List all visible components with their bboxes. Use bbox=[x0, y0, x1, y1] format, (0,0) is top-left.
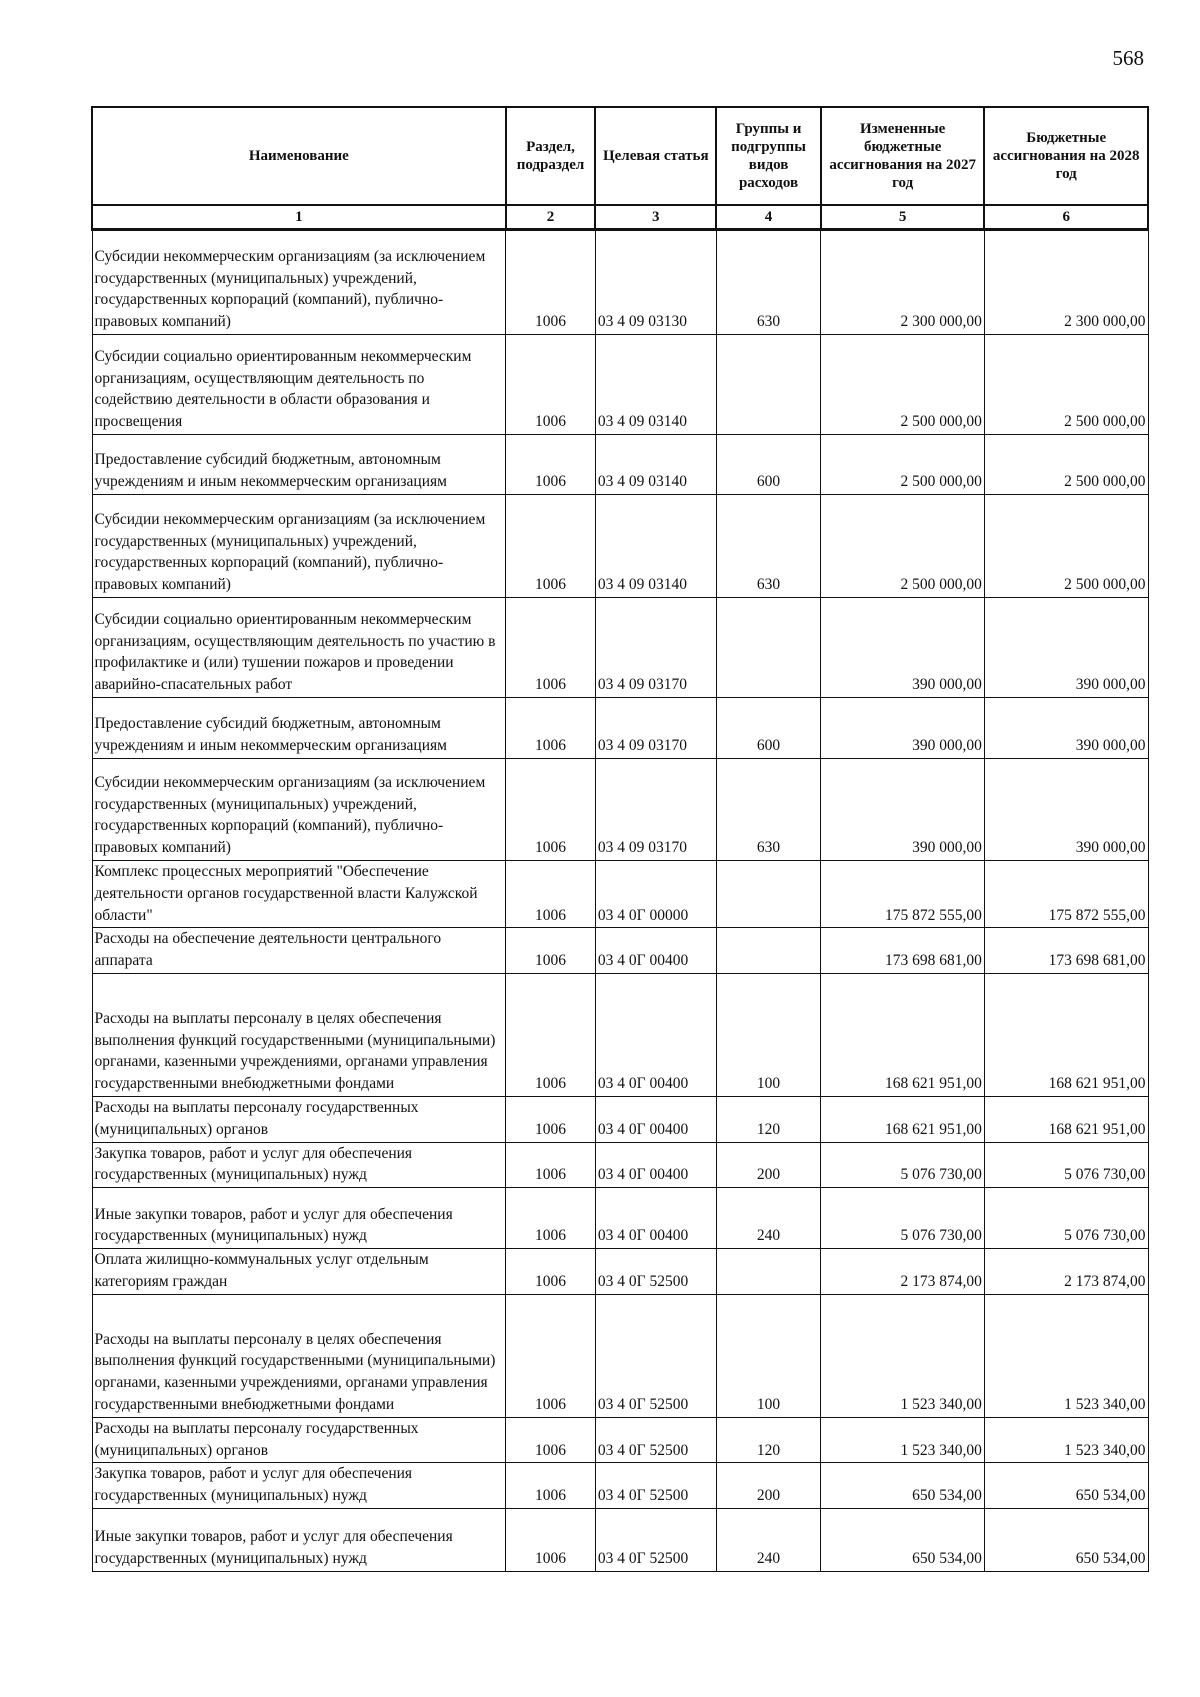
row-amount-2028: 5 076 730,00 bbox=[984, 1188, 1148, 1249]
table-row bbox=[92, 1463, 1148, 1509]
row-expense-group bbox=[716, 928, 821, 974]
column-number-row bbox=[92, 205, 1148, 230]
row-target-item: 03 4 0Г 52500 bbox=[595, 1417, 716, 1463]
row-expense-group bbox=[716, 335, 821, 435]
row-section-code: 1006 bbox=[506, 698, 596, 759]
row-name: Субсидии некоммерческим организациям (за исключением государственных (муниципальных) учреждений, государственных корпораций (компаний), публично-правовых компаний) bbox=[92, 495, 506, 598]
row-amount-2027: 2 500 000,00 bbox=[821, 435, 985, 495]
row-amount-2028: 2 500 000,00 bbox=[984, 495, 1148, 598]
row-amount-2027: 390 000,00 bbox=[821, 698, 985, 759]
row-expense-group: 100 bbox=[716, 973, 821, 1096]
header-expense-group: Группы и подгруппы видов расходов bbox=[716, 107, 821, 205]
row-amount-2027: 390 000,00 bbox=[821, 598, 985, 698]
row-expense-group: 600 bbox=[716, 698, 821, 759]
row-amount-2027: 650 534,00 bbox=[821, 1463, 985, 1509]
table-row bbox=[92, 435, 1148, 495]
column-number: 4 bbox=[716, 205, 821, 230]
row-target-item: 03 4 0Г 00400 bbox=[595, 1096, 716, 1142]
row-amount-2027: 5 076 730,00 bbox=[821, 1142, 985, 1188]
row-expense-group bbox=[716, 598, 821, 698]
table-row bbox=[92, 230, 1148, 335]
row-target-item: 03 4 09 03170 bbox=[595, 698, 716, 759]
table-row bbox=[92, 598, 1148, 698]
row-name: Субсидии социально ориентированным некоммерческим организациям, осуществляющим деятельность по участию в профилактике и (или) тушении пожаров и проведении аварийно-спасательных работ bbox=[92, 598, 506, 698]
row-expense-group: 630 bbox=[716, 759, 821, 861]
row-target-item: 03 4 0Г 00400 bbox=[595, 928, 716, 974]
row-target-item: 03 4 0Г 00000 bbox=[595, 861, 716, 928]
row-target-item: 03 4 0Г 00400 bbox=[595, 1188, 716, 1249]
header-section: Раздел, подраздел bbox=[506, 107, 596, 205]
row-expense-group bbox=[716, 861, 821, 928]
row-section-code: 1006 bbox=[506, 861, 596, 928]
row-expense-group: 600 bbox=[716, 435, 821, 495]
row-expense-group: 240 bbox=[716, 1508, 821, 1571]
row-section-code: 1006 bbox=[506, 230, 596, 335]
table-row bbox=[92, 759, 1148, 861]
row-name: Субсидии некоммерческим организациям (за исключением государственных (муниципальных) учреждений, государственных корпораций (компаний), публично-правовых компаний) bbox=[92, 230, 506, 335]
row-amount-2028: 2 500 000,00 bbox=[984, 335, 1148, 435]
table-row bbox=[92, 1508, 1148, 1571]
row-target-item: 03 4 0Г 52500 bbox=[595, 1294, 716, 1417]
row-amount-2028: 5 076 730,00 bbox=[984, 1142, 1148, 1188]
header-amount-2028: Бюджетные ассигнования на 2028 год bbox=[984, 107, 1148, 205]
row-target-item: 03 4 09 03140 bbox=[595, 335, 716, 435]
row-amount-2028: 1 523 340,00 bbox=[984, 1294, 1148, 1417]
row-section-code: 1006 bbox=[506, 759, 596, 861]
row-amount-2028: 2 500 000,00 bbox=[984, 435, 1148, 495]
row-expense-group: 120 bbox=[716, 1417, 821, 1463]
table-row bbox=[92, 1417, 1148, 1463]
row-expense-group: 200 bbox=[716, 1142, 821, 1188]
row-expense-group: 100 bbox=[716, 1294, 821, 1417]
row-amount-2028: 2 173 874,00 bbox=[984, 1249, 1148, 1295]
row-target-item: 03 4 0Г 52500 bbox=[595, 1463, 716, 1509]
row-section-code: 1006 bbox=[506, 973, 596, 1096]
row-amount-2027: 168 621 951,00 bbox=[821, 1096, 985, 1142]
row-amount-2028: 168 621 951,00 bbox=[984, 1096, 1148, 1142]
table-row bbox=[92, 1188, 1148, 1249]
row-amount-2028: 175 872 555,00 bbox=[984, 861, 1148, 928]
table-row bbox=[92, 861, 1148, 928]
row-expense-group: 200 bbox=[716, 1463, 821, 1509]
header-name: Наименование bbox=[92, 107, 506, 205]
row-section-code: 1006 bbox=[506, 1188, 596, 1249]
table-row bbox=[92, 928, 1148, 974]
row-expense-group bbox=[716, 1249, 821, 1295]
row-amount-2028: 390 000,00 bbox=[984, 698, 1148, 759]
table-row bbox=[92, 698, 1148, 759]
row-section-code: 1006 bbox=[506, 335, 596, 435]
table-row bbox=[92, 495, 1148, 598]
row-name: Закупка товаров, работ и услуг для обеспечения государственных (муниципальных) нужд bbox=[92, 1142, 506, 1188]
row-section-code: 1006 bbox=[506, 1463, 596, 1509]
row-section-code: 1006 bbox=[506, 495, 596, 598]
row-section-code: 1006 bbox=[506, 1417, 596, 1463]
row-amount-2027: 2 500 000,00 bbox=[821, 335, 985, 435]
row-amount-2027: 390 000,00 bbox=[821, 759, 985, 861]
row-section-code: 1006 bbox=[506, 1096, 596, 1142]
row-target-item: 03 4 09 03130 bbox=[595, 230, 716, 335]
row-section-code: 1006 bbox=[506, 1142, 596, 1188]
budget-table bbox=[91, 106, 1149, 1572]
row-amount-2028: 650 534,00 bbox=[984, 1463, 1148, 1509]
row-name: Субсидии социально ориентированным некоммерческим организациям, осуществляющим деятельность по содействию деятельности в области образования и просвещения bbox=[92, 335, 506, 435]
row-amount-2027: 173 698 681,00 bbox=[821, 928, 985, 974]
row-target-item: 03 4 0Г 52500 bbox=[595, 1508, 716, 1571]
row-name: Комплекс процессных мероприятий "Обеспечение деятельности органов государственной власти Калужской области" bbox=[92, 861, 506, 928]
row-name: Предоставление субсидий бюджетным, автономным учреждениям и иным некоммерческим организациям bbox=[92, 435, 506, 495]
row-name: Закупка товаров, работ и услуг для обеспечения государственных (муниципальных) нужд bbox=[92, 1463, 506, 1509]
row-amount-2027: 2 173 874,00 bbox=[821, 1249, 985, 1295]
row-section-code: 1006 bbox=[506, 928, 596, 974]
row-name: Расходы на выплаты персоналу государственных (муниципальных) органов bbox=[92, 1417, 506, 1463]
row-expense-group: 630 bbox=[716, 230, 821, 335]
row-name: Расходы на обеспечение деятельности центрального аппарата bbox=[92, 928, 506, 974]
row-name: Предоставление субсидий бюджетным, автономным учреждениям и иным некоммерческим организациям bbox=[92, 698, 506, 759]
header-row bbox=[92, 107, 1148, 205]
row-amount-2027: 175 872 555,00 bbox=[821, 861, 985, 928]
row-amount-2027: 2 500 000,00 bbox=[821, 495, 985, 598]
column-number: 1 bbox=[92, 205, 506, 230]
column-number: 5 bbox=[821, 205, 985, 230]
row-expense-group: 120 bbox=[716, 1096, 821, 1142]
row-name: Расходы на выплаты персоналу государственных (муниципальных) органов bbox=[92, 1096, 506, 1142]
row-expense-group: 240 bbox=[716, 1188, 821, 1249]
column-number: 3 bbox=[595, 205, 716, 230]
row-target-item: 03 4 09 03140 bbox=[595, 495, 716, 598]
row-amount-2028: 650 534,00 bbox=[984, 1508, 1148, 1571]
row-name: Оплата жилищно-коммунальных услуг отдельным категориям граждан bbox=[92, 1249, 506, 1295]
row-name: Расходы на выплаты персоналу в целях обеспечения выполнения функций государственными (муниципальными) органами, казенными учреждениями, органами управления государственными внебюджетными фондами bbox=[92, 1294, 506, 1417]
table-row bbox=[92, 973, 1148, 1096]
row-expense-group: 630 bbox=[716, 495, 821, 598]
row-amount-2028: 2 300 000,00 bbox=[984, 230, 1148, 335]
row-amount-2027: 1 523 340,00 bbox=[821, 1294, 985, 1417]
row-amount-2027: 1 523 340,00 bbox=[821, 1417, 985, 1463]
row-section-code: 1006 bbox=[506, 1294, 596, 1417]
row-amount-2028: 168 621 951,00 bbox=[984, 973, 1148, 1096]
row-amount-2027: 5 076 730,00 bbox=[821, 1188, 985, 1249]
table-row bbox=[92, 1294, 1148, 1417]
row-target-item: 03 4 09 03170 bbox=[595, 759, 716, 861]
row-name: Иные закупки товаров, работ и услуг для обеспечения государственных (муниципальных) нужд bbox=[92, 1508, 506, 1571]
row-name: Иные закупки товаров, работ и услуг для обеспечения государственных (муниципальных) нужд bbox=[92, 1188, 506, 1249]
column-number: 2 bbox=[506, 205, 596, 230]
row-section-code: 1006 bbox=[506, 598, 596, 698]
row-target-item: 03 4 09 03170 bbox=[595, 598, 716, 698]
table-row bbox=[92, 1142, 1148, 1188]
row-amount-2027: 168 621 951,00 bbox=[821, 973, 985, 1096]
row-amount-2027: 650 534,00 bbox=[821, 1508, 985, 1571]
table-row bbox=[92, 1249, 1148, 1295]
row-target-item: 03 4 0Г 52500 bbox=[595, 1249, 716, 1295]
row-amount-2027: 2 300 000,00 bbox=[821, 230, 985, 335]
header-amount-2027: Измененные бюджетные ассигнования на 2027 год bbox=[821, 107, 985, 205]
row-amount-2028: 390 000,00 bbox=[984, 598, 1148, 698]
row-target-item: 03 4 0Г 00400 bbox=[595, 973, 716, 1096]
row-target-item: 03 4 0Г 00400 bbox=[595, 1142, 716, 1188]
table-row bbox=[92, 335, 1148, 435]
row-section-code: 1006 bbox=[506, 1249, 596, 1295]
row-target-item: 03 4 09 03140 bbox=[595, 435, 716, 495]
header-target-item: Целевая статья bbox=[595, 107, 716, 205]
row-amount-2028: 1 523 340,00 bbox=[984, 1417, 1148, 1463]
page-number: 568 bbox=[1112, 46, 1144, 70]
column-number: 6 bbox=[984, 205, 1148, 230]
row-amount-2028: 173 698 681,00 bbox=[984, 928, 1148, 974]
row-name: Субсидии некоммерческим организациям (за исключением государственных (муниципальных) учреждений, государственных корпораций (компаний), публично-правовых компаний) bbox=[92, 759, 506, 861]
row-amount-2028: 390 000,00 bbox=[984, 759, 1148, 861]
row-section-code: 1006 bbox=[506, 435, 596, 495]
table-row bbox=[92, 1096, 1148, 1142]
row-section-code: 1006 bbox=[506, 1508, 596, 1571]
row-name: Расходы на выплаты персоналу в целях обеспечения выполнения функций государственными (муниципальными) органами, казенными учреждениями, органами управления государственными внебюджетными фондами bbox=[92, 973, 506, 1096]
